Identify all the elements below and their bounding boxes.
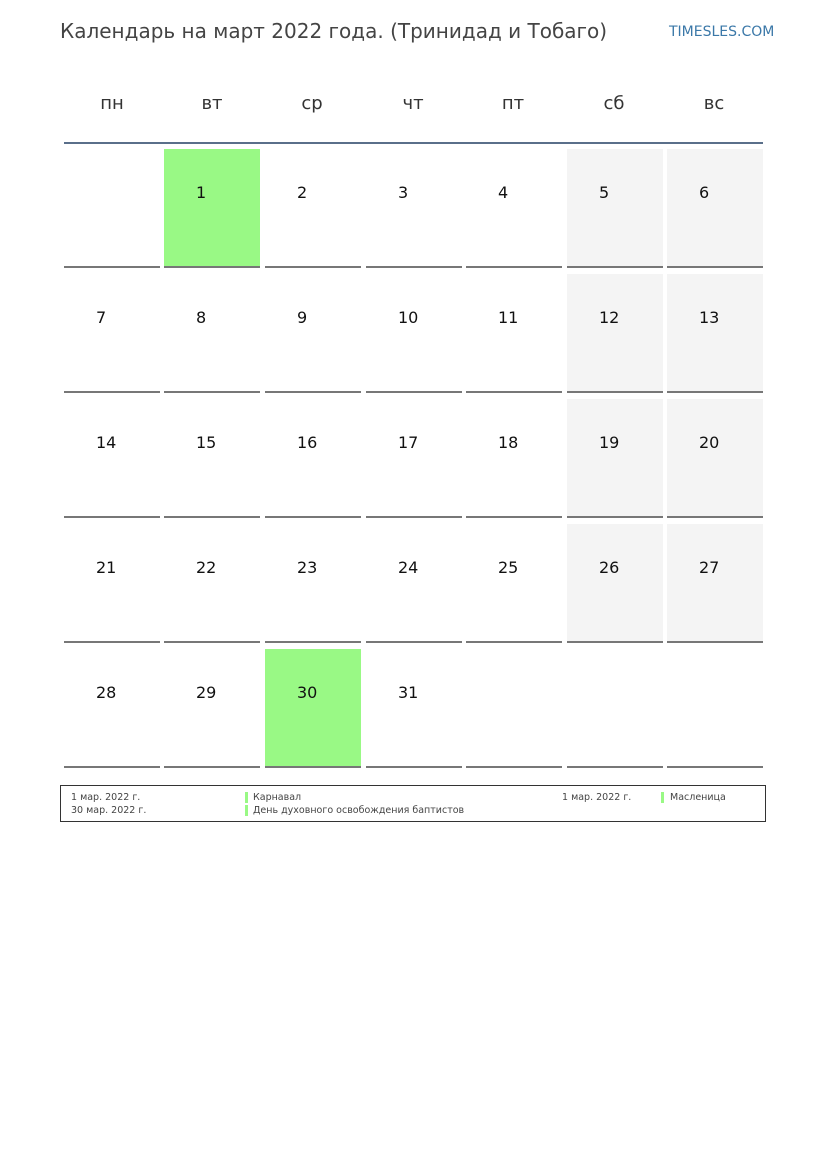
empty-day-cell — [64, 149, 160, 268]
day-number: 2 — [297, 183, 308, 202]
day-number: 25 — [498, 558, 519, 577]
weekday-thu: чт — [402, 93, 424, 114]
day-number: 23 — [297, 558, 318, 577]
legend-holiday-name: Масленица — [670, 792, 726, 803]
day-number: 11 — [498, 308, 519, 327]
weekday-sat: сб — [603, 93, 625, 114]
day-cell-19 — [567, 399, 663, 518]
day-number: 7 — [96, 308, 107, 327]
day-number: 31 — [398, 683, 419, 702]
day-number: 13 — [699, 308, 720, 327]
day-cell-6 — [667, 149, 763, 268]
day-cell-27 — [667, 524, 763, 643]
day-number: 10 — [398, 308, 419, 327]
legend-color-marker — [245, 792, 248, 803]
day-cell-18 — [466, 399, 562, 518]
weekday-header — [64, 88, 762, 120]
day-number: 8 — [196, 308, 207, 327]
legend-holiday-name: Карнавал — [253, 792, 302, 803]
day-cell-22 — [164, 524, 260, 643]
day-cell-13 — [667, 274, 763, 393]
day-number: 16 — [297, 433, 318, 452]
weekday-fri: пт — [501, 93, 525, 114]
day-number: 14 — [96, 433, 117, 452]
day-cell-25 — [466, 524, 562, 643]
day-number: 3 — [398, 183, 409, 202]
day-number: 15 — [196, 433, 217, 452]
day-cell-8 — [164, 274, 260, 393]
day-number: 17 — [398, 433, 419, 452]
page-title: Календарь на март 2022 года. (Тринидад и Тобаго) — [60, 19, 608, 43]
day-cell-31 — [366, 649, 462, 768]
day-cell-3 — [366, 149, 462, 268]
day-cell-26 — [567, 524, 663, 643]
day-number: 28 — [96, 683, 117, 702]
day-cell-14 — [64, 399, 160, 518]
day-number: 22 — [196, 558, 217, 577]
weekday-mon: пн — [100, 93, 124, 114]
day-number: 9 — [297, 308, 308, 327]
empty-day-cell — [567, 649, 663, 768]
day-cell-15 — [164, 399, 260, 518]
day-cell-20 — [667, 399, 763, 518]
weekday-wed: ср — [301, 93, 323, 114]
brand-link[interactable]: TIMESLES.COM — [669, 24, 775, 40]
day-cell-28 — [64, 649, 160, 768]
legend-color-marker — [245, 805, 248, 816]
empty-day-cell — [466, 649, 562, 768]
day-cell-4 — [466, 149, 562, 268]
day-number: 4 — [498, 183, 509, 202]
day-cell-11 — [466, 274, 562, 393]
day-number: 24 — [398, 558, 419, 577]
day-number: 5 — [599, 183, 610, 202]
legend-holiday-name: День духовного освобождения баптистов — [253, 805, 465, 816]
holiday-legend — [60, 785, 766, 822]
header-divider — [64, 142, 763, 144]
day-number: 18 — [498, 433, 519, 452]
day-cell-17 — [366, 399, 462, 518]
legend-date: 1 мар. 2022 г. — [562, 792, 632, 803]
day-cell-12 — [567, 274, 663, 393]
legend-date: 30 мар. 2022 г. — [71, 805, 147, 816]
day-cell-9 — [265, 274, 361, 393]
weekday-sun: вс — [703, 93, 725, 114]
day-cell-24 — [366, 524, 462, 643]
day-number: 26 — [599, 558, 620, 577]
day-cell-16 — [265, 399, 361, 518]
calendar-grid — [64, 149, 764, 770]
day-number: 21 — [96, 558, 117, 577]
day-cell-10 — [366, 274, 462, 393]
day-number: 30 — [297, 683, 318, 702]
legend-color-marker — [661, 792, 664, 803]
day-cell-29 — [164, 649, 260, 768]
day-number: 12 — [599, 308, 620, 327]
empty-day-cell — [667, 649, 763, 768]
day-cell-1 — [164, 149, 260, 268]
day-cell-2 — [265, 149, 361, 268]
day-cell-30 — [265, 649, 361, 768]
day-number: 29 — [196, 683, 217, 702]
day-number: 19 — [599, 433, 620, 452]
day-cell-23 — [265, 524, 361, 643]
weekday-tue: вт — [201, 93, 223, 114]
day-number: 1 — [196, 183, 207, 202]
day-number: 20 — [699, 433, 720, 452]
legend-date: 1 мар. 2022 г. — [71, 792, 141, 803]
day-cell-21 — [64, 524, 160, 643]
day-number: 6 — [699, 183, 710, 202]
day-cell-5 — [567, 149, 663, 268]
day-cell-7 — [64, 274, 160, 393]
day-number: 27 — [699, 558, 720, 577]
